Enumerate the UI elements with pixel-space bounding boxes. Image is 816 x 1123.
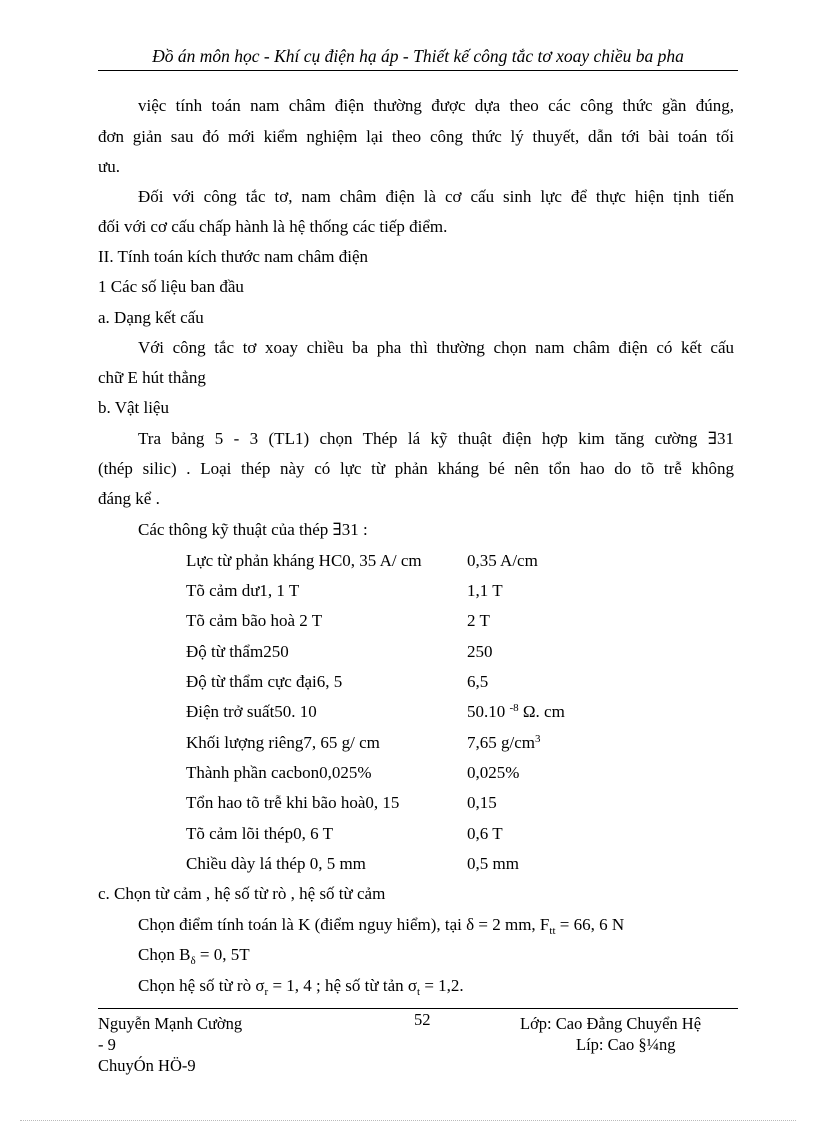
spec-label: Chiều dày lá thép 0, 5 mm [186, 854, 366, 873]
paragraph-b-line-3: đáng kể . [98, 489, 160, 508]
spec-value: 250 [467, 642, 493, 661]
paragraph-a-line-1: Với công tắc tơ xoay chiều ba pha thì thường chọn nam châm điện có kết cấu [138, 338, 734, 357]
footer-author-cont: - 9 [98, 1035, 116, 1054]
paragraph-b-line-2: (thép silic) . Loại thép này có lực từ phản kháng bé nên tổn hao do tõ trễ không [98, 459, 734, 478]
footer-author-garbled: ChuyÓn HÖ-9 [98, 1056, 196, 1075]
spec-value: 0,5 mm [467, 854, 519, 873]
footer-class: Lớp: Cao Đẳng Chuyển Hệ [520, 1014, 702, 1033]
specs-intro: Các thông kỹ thuật của thép ∃31 : [138, 520, 368, 539]
spec-label: Lực từ phản kháng HC0, 35 A/ cm [186, 551, 422, 570]
paragraph-c-line-3: Chọn hệ số từ rò $\sigma_r = 1$, 4 ; hệ số từ tản $\sigma_t = 1,2$. [138, 976, 464, 998]
section-heading-2: II. Tính toán kích thước nam châm điện [98, 247, 368, 266]
spec-label: Tõ cảm bão hoà 2 T [186, 611, 323, 630]
spec-value: 0,35 A/cm [467, 551, 538, 570]
footer-class-garbled: Líp: Cao §¼ng [576, 1035, 676, 1054]
spec-label: Độ từ thẩm250 [186, 642, 289, 661]
spec-label: Độ từ thẩm cực đại6, 5 [186, 672, 343, 691]
spec-value: 50.10 $^{-8}$ Ω. cm [467, 702, 565, 721]
subsection-heading-b: b. Vật liệu [98, 398, 169, 417]
paragraph-1-line-2: đơn giản sau đó mới kiểm nghiệm lại theo công thức lý thuyết, dẫn tới bài toán tối [98, 127, 734, 146]
spec-label: Khối lượng riêng7, 65 g/ cm [186, 733, 380, 752]
paragraph-1-line-1: việc tính toán nam châm điện thường được dựa theo các công thức gần đúng, [138, 96, 734, 115]
running-header: Đồ án môn học - Khí cụ điện hạ áp - Thiết kế công tắc tơ xoay chiều ba pha [152, 46, 684, 66]
spec-value: 2 T [467, 611, 490, 630]
subsection-heading-a: a. Dạng kết cấu [98, 308, 204, 327]
subsection-heading-1: 1 Các số liệu ban đầu [98, 277, 244, 296]
spec-label: Tõ cảm dư1, 1 T [186, 581, 300, 600]
spec-label: Điện trở suất50. 10 [186, 702, 317, 721]
paragraph-2-line-1: Đối với công tắc tơ, nam châm điện là cơ cấu sinh lực để thực hiện tịnh tiến [138, 187, 734, 206]
paragraph-b-line-1: Tra bảng 5 - 3 (TL1) chọn Thép lá kỹ thuật điện hợp kim tăng cường ∃31 [138, 429, 734, 448]
footer-author: Nguyễn Mạnh Cường [98, 1014, 243, 1033]
spec-value: 0,6 T [467, 824, 503, 843]
page-number: 52 [414, 1010, 431, 1029]
spec-label: Tổn hao tõ trễ khi bão hoà0, 15 [186, 793, 400, 812]
spec-value: 6,5 [467, 672, 489, 691]
subsection-heading-c: c. Chọn từ cảm , hệ số từ rò , hệ số từ cảm [98, 884, 386, 903]
spec-value: 7,65 $g/cm^3$ [467, 733, 541, 752]
spec-value: 0,025% [467, 763, 520, 782]
spec-label: Tõ cảm lõi thép0, 6 T [186, 824, 333, 843]
paragraph-c-line-1: Chọn điểm tính toán là K (điểm nguy hiểm), tại δ = 2 mm, $F_{tt} = 66$, 6 N [138, 915, 625, 937]
spec-label: Thành phần cacbon0,025% [186, 763, 372, 782]
footer-rule [98, 1008, 738, 1009]
paragraph-c-line-2: Chọn $B_\delta = 0$, 5T [138, 945, 250, 967]
page-bottom-border [20, 1120, 796, 1121]
spec-value: 1,1 T [467, 581, 503, 600]
spec-value: 0,15 [467, 793, 497, 812]
paragraph-1-line-3: ưu. [98, 157, 120, 176]
header-rule [98, 70, 738, 71]
paragraph-2-line-2: đối với cơ cấu chấp hành là hệ thống các tiếp điểm. [98, 217, 448, 236]
paragraph-a-line-2: chữ E hút thẳng [98, 368, 206, 387]
